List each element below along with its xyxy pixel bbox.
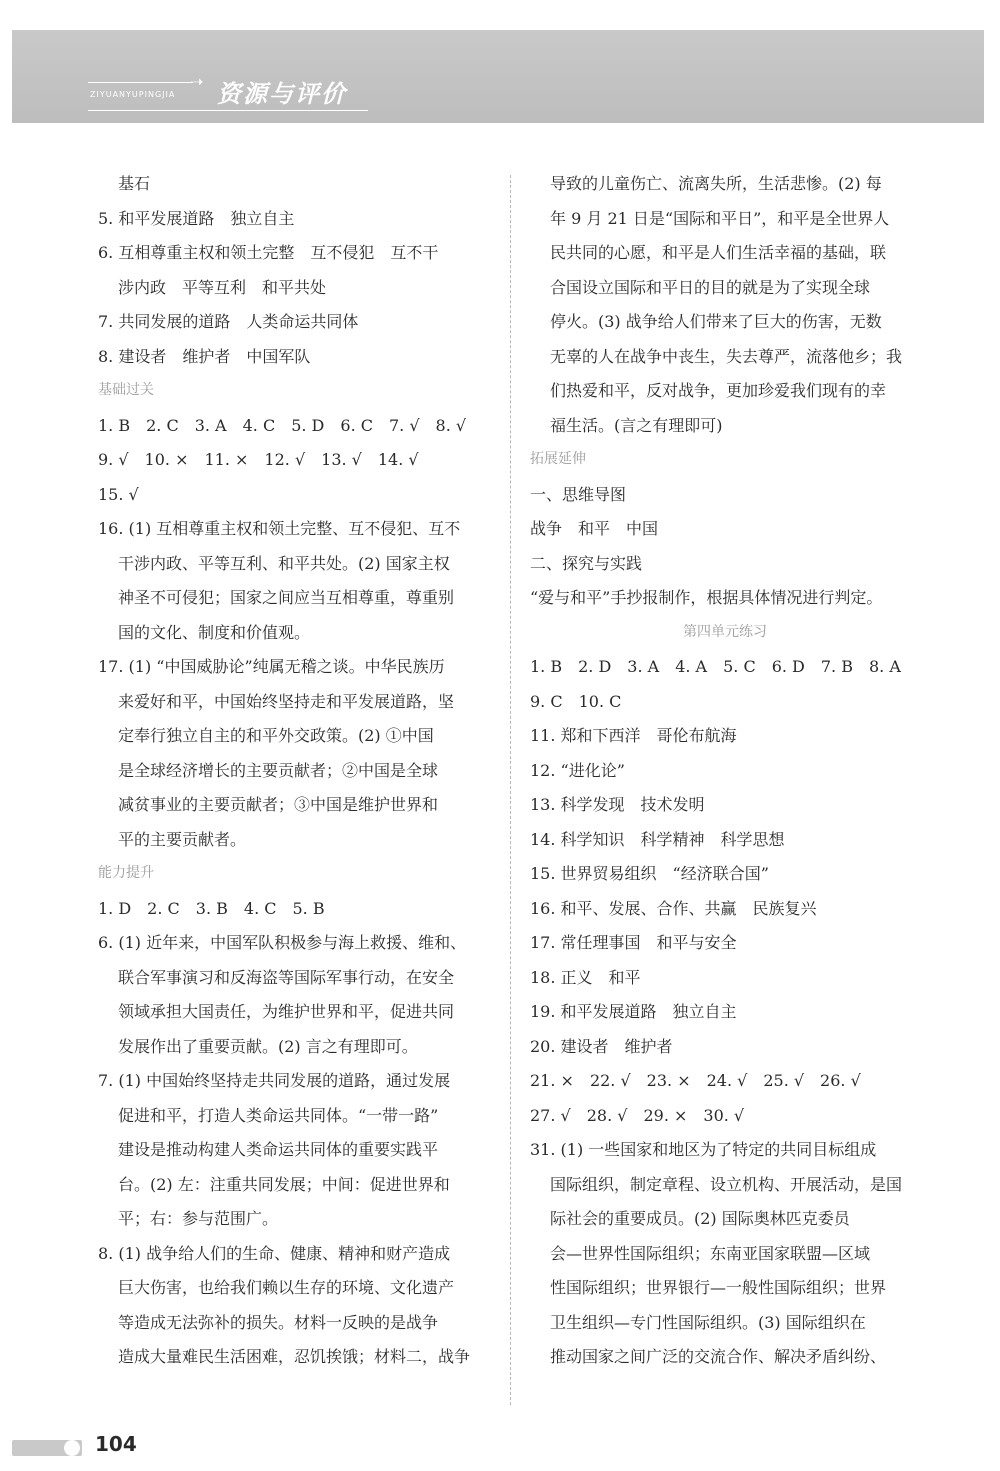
- text-line: 导致的儿童伤亡、流离失所，生活悲惨。(2) 每: [550, 174, 882, 193]
- text-line: 平；右：参与范围广。: [118, 1209, 279, 1228]
- text-line: 合国设立国际和平日的目的就是为了实现全球: [550, 277, 871, 297]
- text-line: 31. (1) 一些国家和地区为了特定的共同目标组成: [530, 1140, 877, 1159]
- page-header-banner: [12, 30, 984, 123]
- text-line: 15. 世界贸易组织 “经济联合国”: [530, 864, 769, 883]
- section-heading: 能力提升: [98, 865, 154, 881]
- text-line: 造成大量难民生活困难，忍饥挨饿；材料二，战争: [118, 1347, 471, 1366]
- text-line: 13. 科学发现 技术发明: [530, 795, 705, 814]
- text-line: 7. (1) 中国始终坚持走共同发展的道路，通过发展: [98, 1071, 451, 1090]
- text-line: 性国际组织；世界银行—一般性国际组织；世界: [550, 1278, 887, 1297]
- text-line: 推动国家之间广泛的交流合作、解决矛盾纠纷、: [550, 1347, 887, 1366]
- text-line: 一、思维导图: [530, 484, 627, 504]
- text-line: 涉内政 平等互利 和平共处: [118, 277, 327, 297]
- page-number: 104: [95, 1432, 137, 1456]
- header-pinyin: ZIYUANYUPINGJIA: [90, 90, 176, 99]
- text-line: 9. C 10. C: [530, 691, 622, 711]
- text-line: 神圣不可侵犯；国家之间应当互相尊重，尊重别: [118, 588, 455, 607]
- text-line: 会—世界性国际组织；东南亚国家联盟—区域: [550, 1243, 871, 1263]
- text-line: 来爱好和平，中国始终坚持走和平发展道路，坚: [118, 691, 455, 711]
- section-heading: 第四单元练习: [683, 623, 767, 640]
- text-line: 6. 互相尊重主权和领土完整 互不侵犯 互不干: [98, 243, 439, 262]
- footer-dot-icon: [64, 1440, 80, 1456]
- text-line: 6. (1) 近年来，中国军队积极参与海上救援、维和、: [98, 933, 467, 952]
- section-heading: 拓展延伸: [530, 451, 586, 467]
- section-heading: 基础过关: [98, 382, 154, 398]
- text-line: 1. D 2. C 3. B 4. C 5. B: [98, 898, 325, 918]
- text-line: 福生活。(言之有理即可): [550, 415, 723, 435]
- text-line: 联合军事演习和反海盗等国际军事行动，在安全: [118, 967, 455, 987]
- text-line: 16. 和平、发展、合作、共赢 民族复兴: [530, 898, 817, 918]
- text-line: 平的主要贡献者。: [118, 829, 247, 849]
- text-line: 17. (1) “中国威胁论”纯属无稽之谈。中华民族历: [98, 657, 445, 676]
- text-line: 建设是推动构建人类命运共同体的重要实践平: [118, 1140, 439, 1159]
- text-line: “爱与和平”手抄报制作，根据具体情况进行判定。: [530, 588, 883, 607]
- text-line: 卫生组织—专门性国际组织。(3) 国际组织在: [550, 1312, 866, 1332]
- header-underline: [88, 110, 368, 111]
- text-line: 15. √: [98, 484, 139, 504]
- text-line: 际社会的重要成员。(2) 国际奥林匹克委员: [550, 1209, 850, 1228]
- text-line: 是全球经济增长的主要贡献者；②中国是全球: [118, 760, 439, 780]
- text-line: 9. √ 10. × 11. × 12. √ 13. √ 14. √: [98, 450, 419, 469]
- text-line: 减贫事业的主要贡献者；③中国是维护世界和: [118, 795, 439, 814]
- text-line: 14. 科学知识 科学精神 科学思想: [530, 829, 785, 849]
- header-decor-line: [88, 82, 193, 83]
- text-line: 基石: [118, 174, 151, 193]
- text-line: 5. 和平发展道路 独立自主: [98, 208, 295, 228]
- text-line: 7. 共同发展的道路 人类命运共同体: [98, 312, 359, 331]
- text-line: 年 9 月 21 日是“国际和平日”，和平是全世界人: [550, 208, 890, 228]
- text-line: 台。(2) 左：注重共同发展；中间：促进世界和: [118, 1174, 450, 1194]
- right-column: [530, 170, 920, 1378]
- text-line: 们热爱和平，反对战争，更加珍爱我们现有的幸: [550, 381, 887, 400]
- header-title: 资源与评价: [217, 80, 347, 108]
- column-divider: [510, 175, 511, 1405]
- text-line: 国的文化、制度和价值观。: [118, 622, 311, 642]
- text-line: 12. “进化论”: [530, 760, 625, 780]
- text-line: 1. B 2. D 3. A 4. A 5. C 6. D 7. B 8. A: [530, 657, 901, 676]
- text-line: 27. √ 28. √ 29. × 30. √: [530, 1105, 745, 1125]
- text-line: 二、探究与实践: [530, 553, 643, 573]
- text-line: 8. 建设者 维护者 中国军队: [98, 346, 311, 366]
- text-line: 战争 和平 中国: [530, 519, 659, 538]
- text-line: 发展作出了重要贡献。(2) 言之有理即可。: [118, 1036, 418, 1056]
- text-line: 20. 建设者 维护者: [530, 1036, 673, 1056]
- text-line: 促进和平，打造人类命运共同体。“一带一路”: [118, 1105, 439, 1125]
- text-line: 19. 和平发展道路 独立自主: [530, 1002, 737, 1021]
- text-line: 1. B 2. C 3. A 4. C 5. D 6. C 7. √ 8. √: [98, 415, 467, 435]
- arrow-right-icon: ➝: [190, 72, 204, 91]
- text-line: 11. 郑和下西洋 哥伦布航海: [530, 726, 737, 745]
- text-line: 定奉行独立自主的和平外交政策。(2) ①中国: [118, 726, 434, 745]
- text-line: 民共同的心愿，和平是人们生活幸福的基础，联: [550, 243, 887, 262]
- text-line: 巨大伤害，也给我们赖以生存的环境、文化遗产: [118, 1278, 455, 1297]
- text-line: 等造成无法弥补的损失。材料一反映的是战争: [118, 1312, 439, 1332]
- text-line: 国际组织，制定章程、设立机构、开展活动，是国: [550, 1174, 903, 1194]
- text-line: 21. × 22. √ 23. × 24. √ 25. √ 26. √: [530, 1071, 861, 1090]
- text-line: 16. (1) 互相尊重主权和领土完整、互不侵犯、互不: [98, 519, 461, 538]
- left-column: [98, 170, 493, 1378]
- text-line: 18. 正义 和平: [530, 967, 641, 987]
- text-line: 停火。(3) 战争给人们带来了巨大的伤害，无数: [550, 312, 882, 331]
- text-line: 8. (1) 战争给人们的生命、健康、精神和财产造成: [98, 1243, 451, 1263]
- text-line: 领域承担大国责任，为维护世界和平，促进共同: [118, 1002, 455, 1021]
- text-line: 干涉内政、平等互利、和平共处。(2) 国家主权: [118, 553, 450, 573]
- text-line: 17. 常任理事国 和平与安全: [530, 933, 737, 952]
- text-line: 无辜的人在战争中丧生，失去尊严，流落他乡；我: [550, 346, 903, 366]
